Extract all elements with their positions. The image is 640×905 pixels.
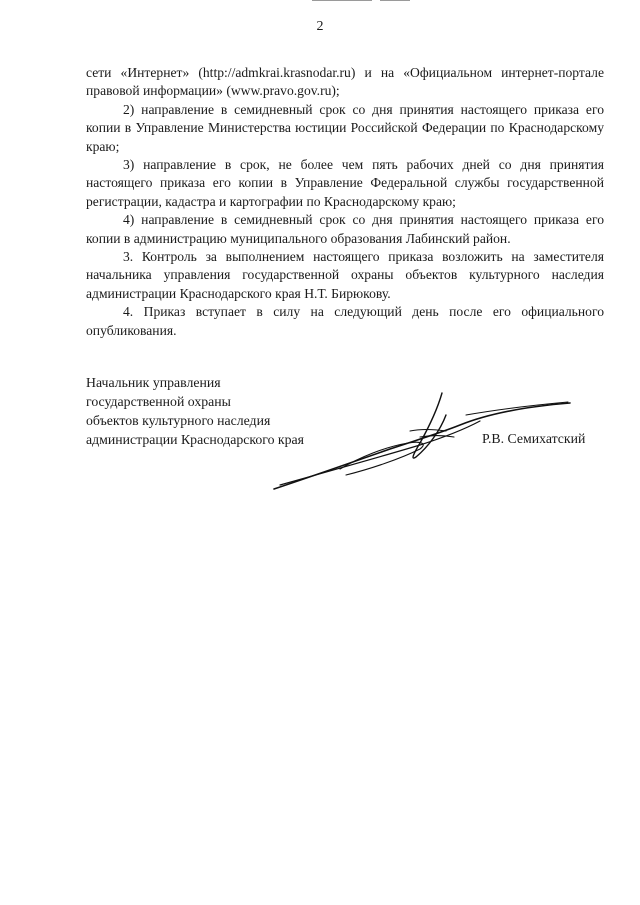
scan-artifact-line [312,0,372,1]
signatory-title-line: объектов культурного наследия [86,413,271,428]
signatory-title-line: Начальник управления [86,375,221,390]
document-body [86,64,604,340]
scan-artifact-line [380,0,410,1]
paragraph-effective-date: 4. Приказ вступает в силу на следующий день после его официального опубликования. [86,304,604,338]
paragraph-control-clause: 3. Контроль за выполнением настоящего приказа возложить на заместителя начальника управления государственной охраны объектов культурного наследия администрации Краснодарского края Н.Т. Бирюкову. [86,249,604,301]
paragraph-item-2: 2) направление в семидневный срок со дня принятия настоящего приказа его копии в Управление Министерства юстиции Российской Федерации по Краснодарскому краю; [86,101,604,154]
signatory-name: Р.В. Семихатский [482,431,586,446]
signatory-title-line: администрации Краснодарского края [86,432,305,447]
paragraph-1-continuation: сети «Интернет» (http://admkrai.krasnodar.ru) и на «Официальном интернет-портале правовой информации» (www.pravo.gov.ru); [86,65,604,99]
paragraph-item-3: 3) направление в срок, не более чем пять рабочих дней со дня принятия настоящего приказа его копии в Управление Федеральной службы государственной регистрации, кадастра и картографии по Краснодарскому краю; [86,157,604,209]
page-number: 2 [316,19,324,34]
paragraph-item-4: 4) направление в семидневный срок со дня принятия настоящего приказа его копии в администрацию муниципального образования Лабинский район. [86,212,604,246]
signatory-title-line: государственной охраны [86,394,231,409]
